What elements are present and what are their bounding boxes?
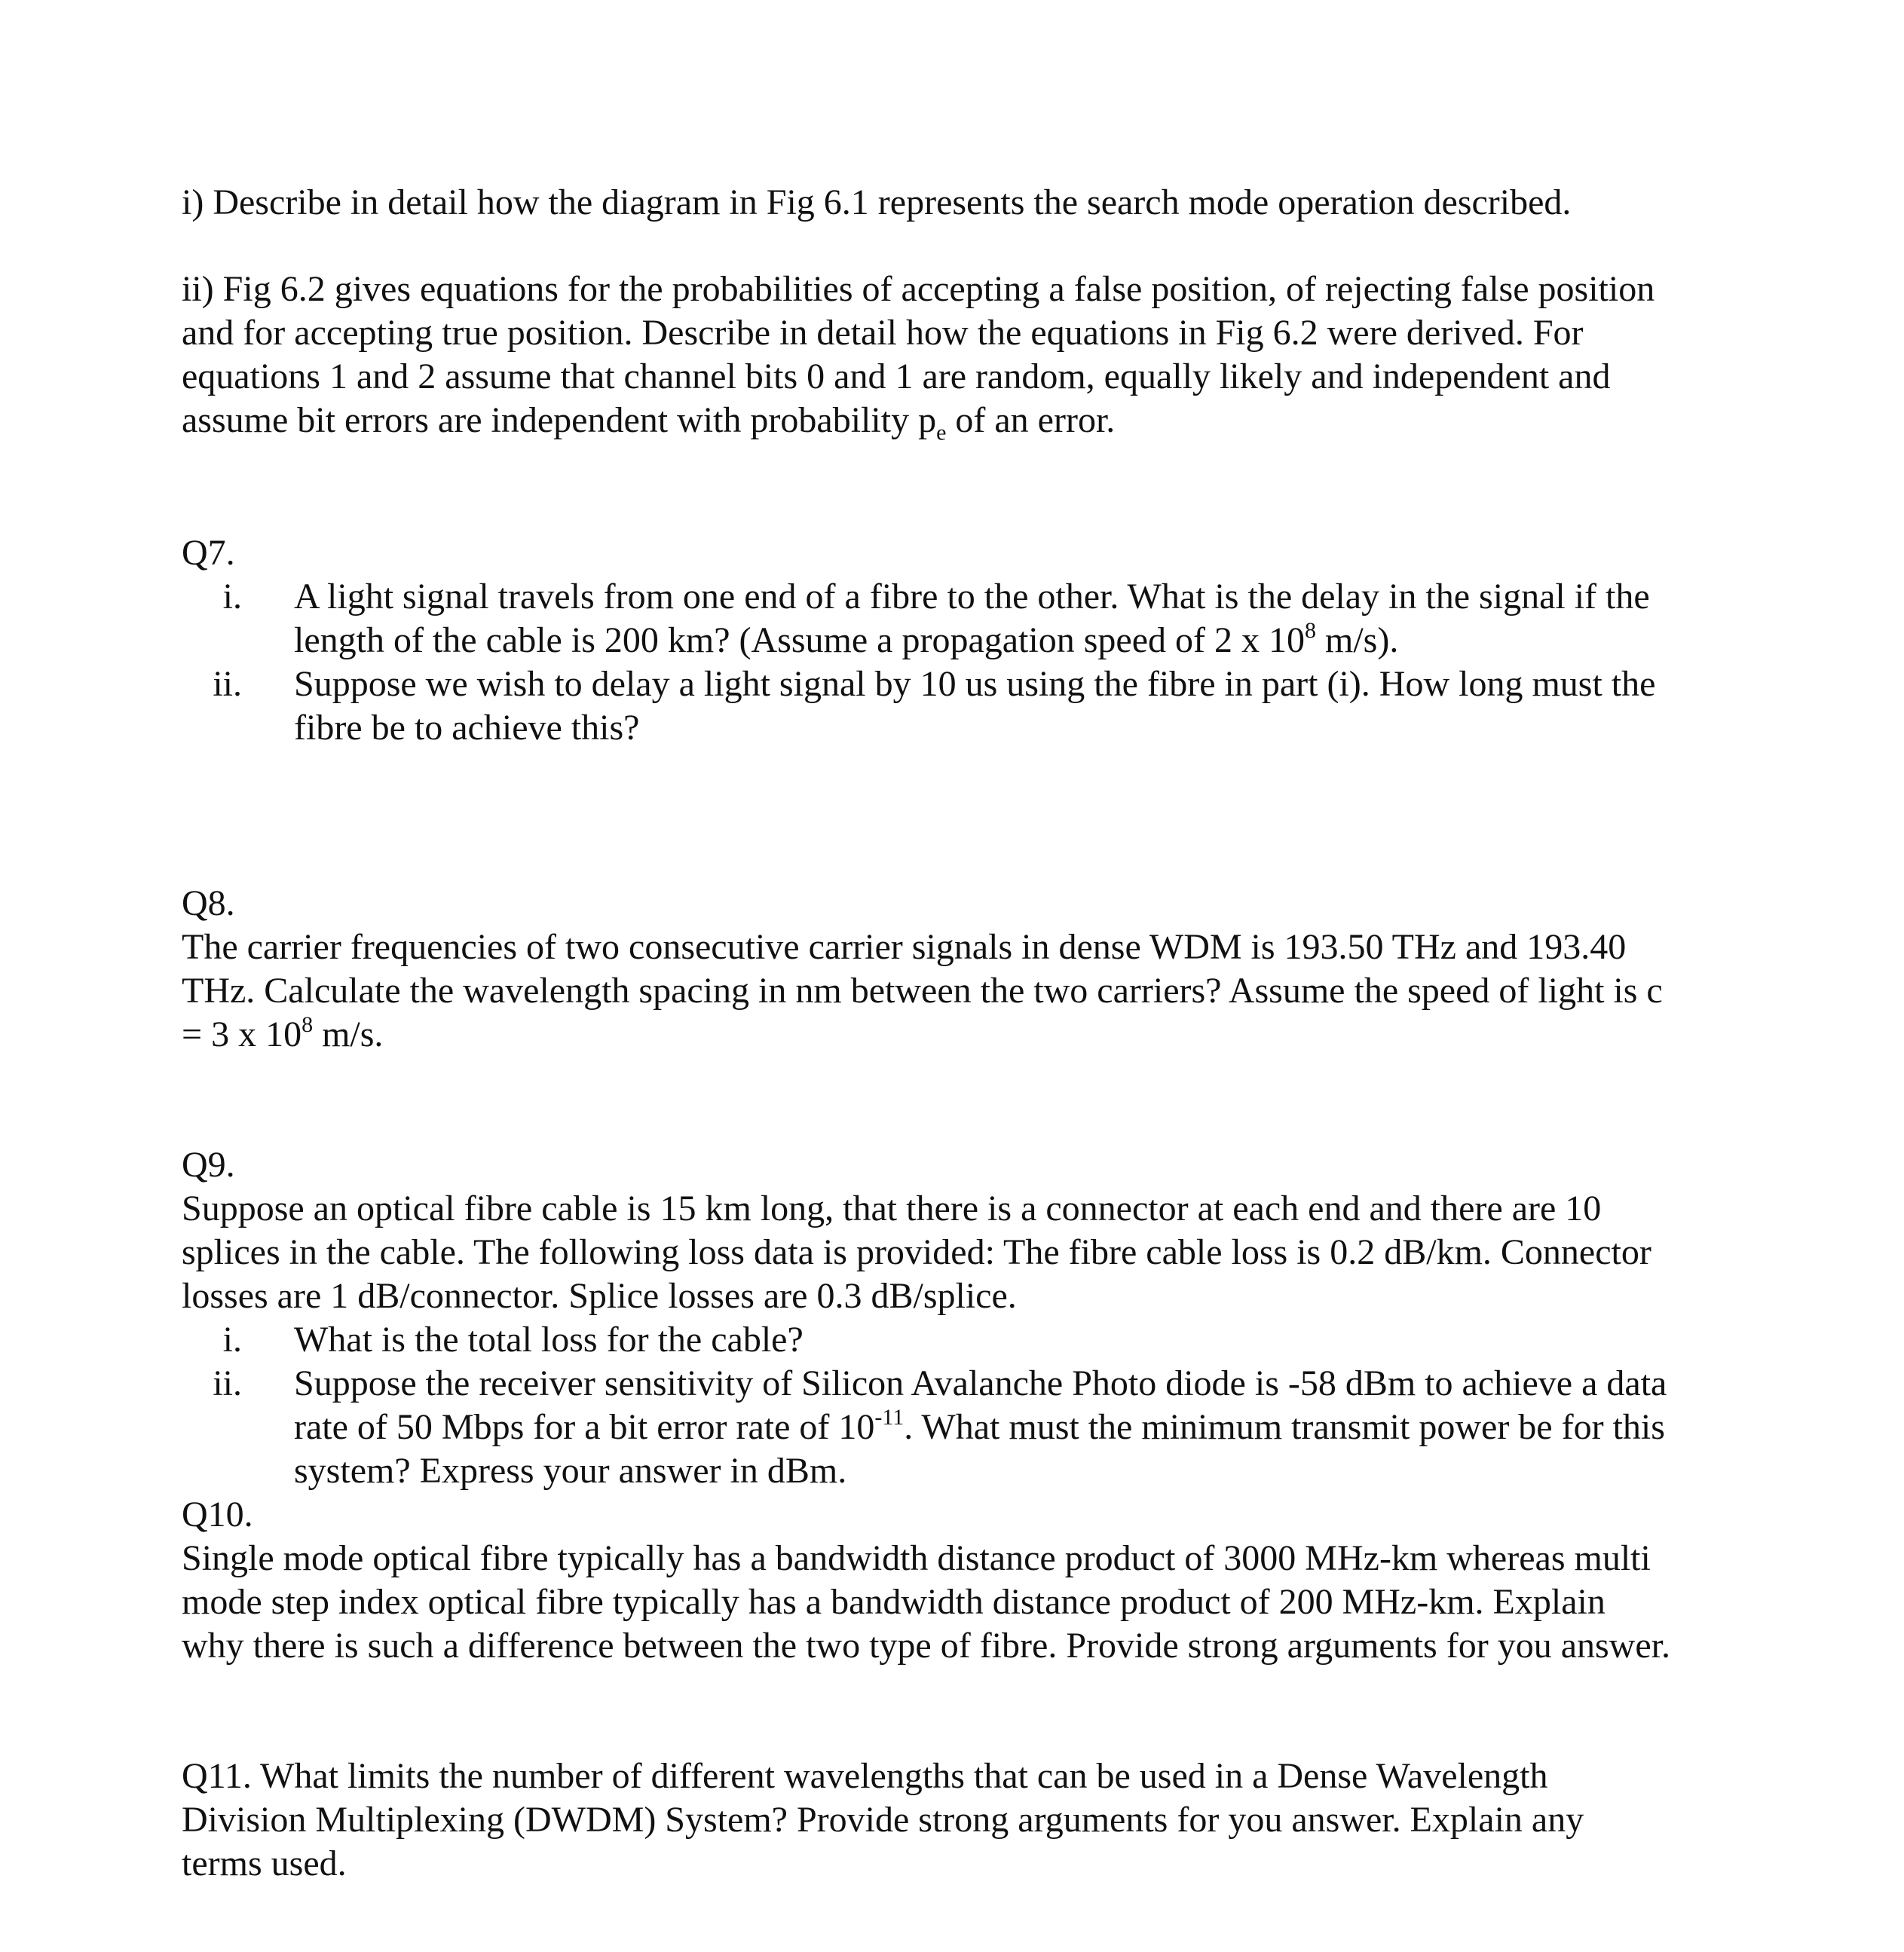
question-heading: Q10.: [182, 1495, 253, 1534]
question-line: mode step index optical fibre typically has a bandwidth distance product of 200 MHz-km. Explain: [182, 1582, 1606, 1622]
list-item-line: fibre be to achieve this?: [294, 708, 640, 748]
list-item-text: m/s).: [1316, 620, 1399, 660]
part-ii-line: ii) Fig 6.2 gives equations for the probabilities of accepting a false position, of rejecting false position: [182, 269, 1655, 309]
question-line: [182, 1013, 383, 1057]
part-ii-text: of an error.: [946, 400, 1116, 440]
list-item-line: What is the total loss for the cable?: [294, 1320, 804, 1360]
question-line: losses are 1 dB/connector. Splice losses are 0.3 dB/splice.: [182, 1276, 1017, 1316]
part-ii-line: equations 1 and 2 assume that channel bits 0 and 1 are random, equally likely and independent and: [182, 356, 1611, 396]
question-line: Single mode optical fibre typically has a bandwidth distance product of 3000 MHz-km whereas multi: [182, 1538, 1651, 1578]
list-item-line: Suppose the receiver sensitivity of Silicon Avalanche Photo diode is -58 dBm to achieve a data: [294, 1363, 1667, 1403]
question-line: THz. Calculate the wavelength spacing in nm between the two carriers? Assume the speed of light is c: [182, 971, 1663, 1011]
question-text: = 3 x 10: [182, 1014, 302, 1054]
question-heading: Q8.: [182, 883, 235, 923]
list-marker: ii.: [213, 664, 242, 704]
question-heading: Q7.: [182, 533, 235, 573]
list-item-line: A light signal travels from one end of a fibre to the other. What is the delay in the signal if the: [294, 577, 1650, 617]
list-marker: i.: [222, 1320, 242, 1360]
question-line: terms used.: [182, 1843, 347, 1883]
list-item-text: . What must the minimum transmit power be for this: [904, 1407, 1665, 1447]
question-line: splices in the cable. The following loss data is provided: The fibre cable loss is 0.2 dB/km. Connector: [182, 1232, 1651, 1272]
question-text: m/s.: [313, 1014, 384, 1054]
question-line: Suppose an optical fibre cable is 15 km long, that there is a connector at each end and there are 10: [182, 1189, 1602, 1228]
part-ii-line: [182, 399, 1116, 445]
subscript-e: e: [936, 420, 947, 445]
list-item-line: [294, 1406, 1665, 1449]
question-line: Q11. What limits the number of different wavelengths that can be used in a Dense Wavelength: [182, 1756, 1548, 1796]
list-item-text: rate of 50 Mbps for a bit error rate of 10: [294, 1407, 875, 1447]
question-line: why there is such a difference between the two type of fibre. Provide strong arguments for you answer.: [182, 1626, 1670, 1666]
question-heading: Q9.: [182, 1145, 235, 1185]
part-ii-line: and for accepting true position. Describe in detail how the equations in Fig 6.2 were derived. For: [182, 313, 1584, 353]
superscript: 8: [302, 1012, 314, 1037]
list-marker: i.: [222, 577, 242, 617]
part-i-line: i) Describe in detail how the diagram in Fig 6.1 represents the search mode operation described.: [182, 182, 1572, 222]
list-item-line: [294, 619, 1398, 662]
superscript: 8: [1305, 618, 1316, 643]
list-item-text: length of the cable is 200 km? (Assume a propagation speed of 2 x 10: [294, 620, 1305, 660]
list-item-line: Suppose we wish to delay a light signal by 10 us using the fibre in part (i). How long must the: [294, 664, 1656, 704]
question-line: The carrier frequencies of two consecutive carrier signals in dense WDM is 193.50 THz and 193.40: [182, 927, 1627, 967]
list-item-line: system? Express your answer in dBm.: [294, 1451, 847, 1491]
list-marker: ii.: [213, 1363, 242, 1403]
question-line: Division Multiplexing (DWDM) System? Provide strong arguments for you answer. Explain any: [182, 1800, 1584, 1840]
part-ii-text: assume bit errors are independent with probability p: [182, 400, 937, 440]
superscript: -11: [874, 1405, 905, 1430]
